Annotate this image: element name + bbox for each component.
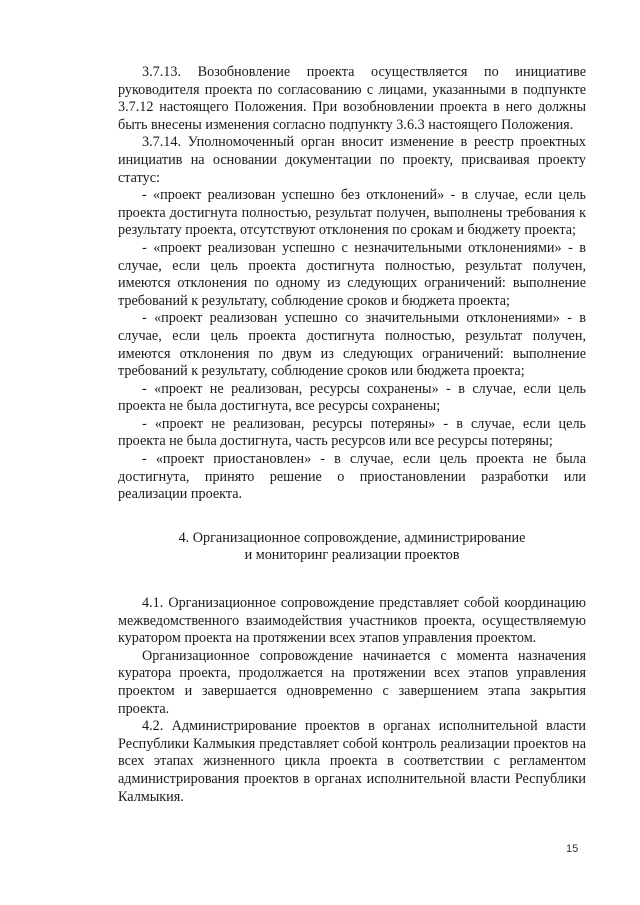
status-item-success-no-deviations: - «проект реализован успешно без отклонений» - в случае, если цель проекта достигнута полностью, результат получен, выполнены требования к результату проекта, отсутствуют отклонения по срокам и бюджету проекта;: [118, 187, 586, 239]
section-heading-line-1: 4. Организационное сопровождение, администрирование: [178, 529, 526, 546]
paragraph-3-7-13: 3.7.13. Возобновление проекта осуществляется по инициативе руководителя проекта по согласованию с лицами, указанными в подпункте 3.7.12 настоящего Положения. При возобновлении проекта в него должны быть внесены изменения согласно подпункту 3.6.3 настоящего Положения.: [118, 64, 586, 133]
paragraph-4-1: 4.1. Организационное сопровождение представляет собой координацию межведомственного взаимодействия участников проекта, осуществляемую куратором проекта на протяжении всех этапов управления проектом.: [118, 595, 586, 647]
status-item-success-minor-deviations: - «проект реализован успешно с незначительными отклонениями» - в случае, если цель проекта достигнута полностью, результат получен, имеются отклонения по одному из следующих ограничений: выполнение требований к результату, соблюдение сроков и бюджета проекта;: [118, 239, 586, 309]
paragraph-4-1-continued: Организационное сопровождение начинается с момента назначения куратора проекта, продолжается на протяжении всех этапов управления проектом и завершается одновременно с завершением этапа закрытия проекта.: [118, 647, 586, 717]
status-item-suspended: - «проект приостановлен» - в случае, если цель проекта не была достигнута, принято решение о приостановлении разработки или реализации проекта.: [118, 451, 586, 503]
section-heading-line-2: и мониторинг реализации проектов: [244, 547, 460, 564]
status-item-success-major-deviations: - «проект реализован успешно со значительными отклонениями» - в случае, если цель проекта достигнута полностью, результат получен, имеются отклонения по двум из следующих ограничений: выполнение требований к результату, соблюдение сроков или бюджета проекта;: [118, 310, 586, 380]
paragraph-4-2: 4.2. Администрирование проектов в органах исполнительной власти Республики Калмыкия представляет собой контроль реализации проектов на всех этапах жизненного цикла проекта в соответствии с регламентом администрирования проектов в органах исполнительной власти Республики Калмыкия.: [118, 718, 586, 805]
page-number: 15: [566, 843, 579, 855]
document-body: [118, 64, 586, 806]
section-heading: [118, 530, 586, 565]
status-item-not-implemented-resources-saved: - «проект не реализован, ресурсы сохранены» - в случае, если цель проекта не была достигнута, все ресурсы сохранены;: [118, 380, 586, 415]
status-item-not-implemented-resources-lost: - «проект не реализован, ресурсы потеряны» - в случае, если цель проекта не была достигнута, часть ресурсов или все ресурсы потеряны;: [118, 415, 586, 450]
paragraph-3-7-14: 3.7.14. Уполномоченный орган вносит изменение в реестр проектных инициатив на основании документации по проекту, присваивая проекту статус:: [118, 134, 586, 186]
